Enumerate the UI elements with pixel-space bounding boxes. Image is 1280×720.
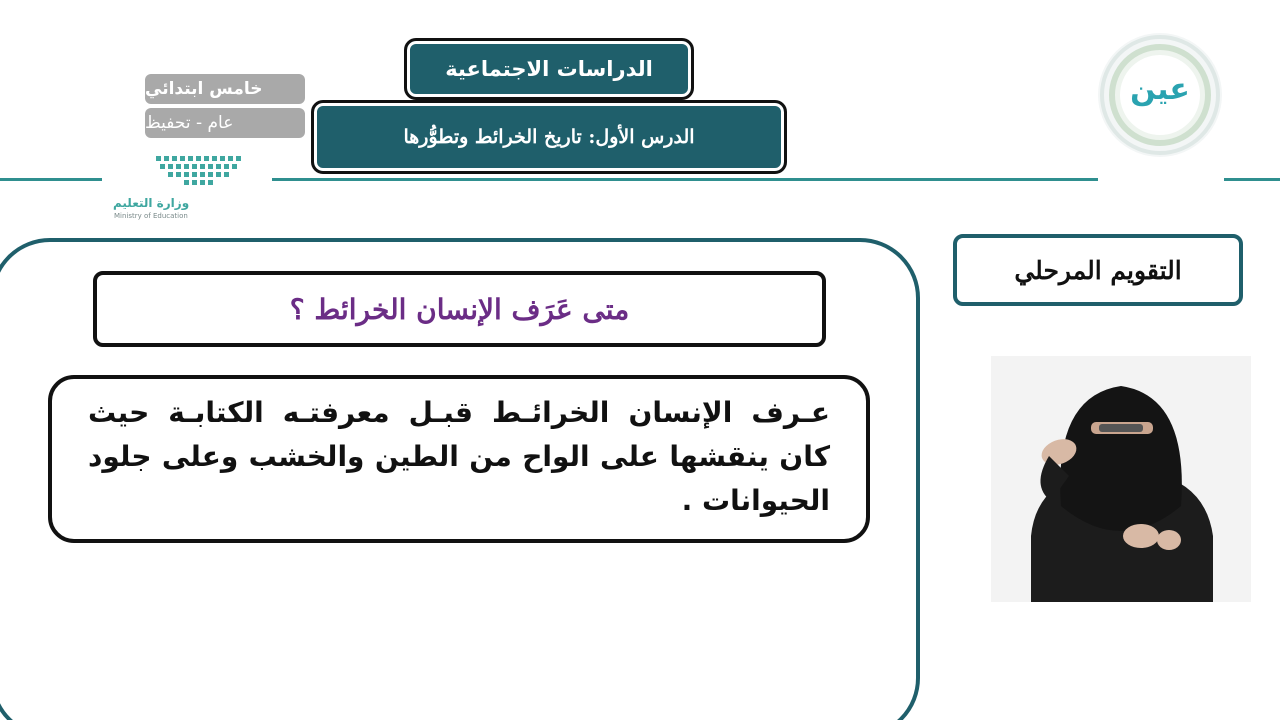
sign-language-interpreter-video <box>991 356 1251 602</box>
header-divider-gap-right <box>1098 176 1224 183</box>
track-tag: عام - تحفيظ <box>145 108 305 138</box>
section-label: التقويم المرحلي <box>953 234 1243 306</box>
ein-channel-logo-text: عين <box>1130 72 1190 107</box>
ministry-name-arabic: وزارة التعليم <box>113 196 190 210</box>
grade-tag: خامس ابتدائي <box>145 74 305 104</box>
lesson-title: الدرس الأول: تاريخ الخرائط وتطوُّرها <box>311 100 787 174</box>
ministry-name-english: Ministry of Education <box>114 212 188 220</box>
answer-box: عـرف الإنسان الخرائـط قبـل معرفتـه الكتابـة حيث كان ينقشها على الواح من الطين والخشب وعلى جلود الحيوانات . <box>48 375 870 543</box>
subject-title: الدراسات الاجتماعية <box>404 38 694 100</box>
question-box: متى عَرَف الإنسان الخرائط ؟ <box>93 271 826 347</box>
interpreter-figure-icon <box>991 356 1251 602</box>
